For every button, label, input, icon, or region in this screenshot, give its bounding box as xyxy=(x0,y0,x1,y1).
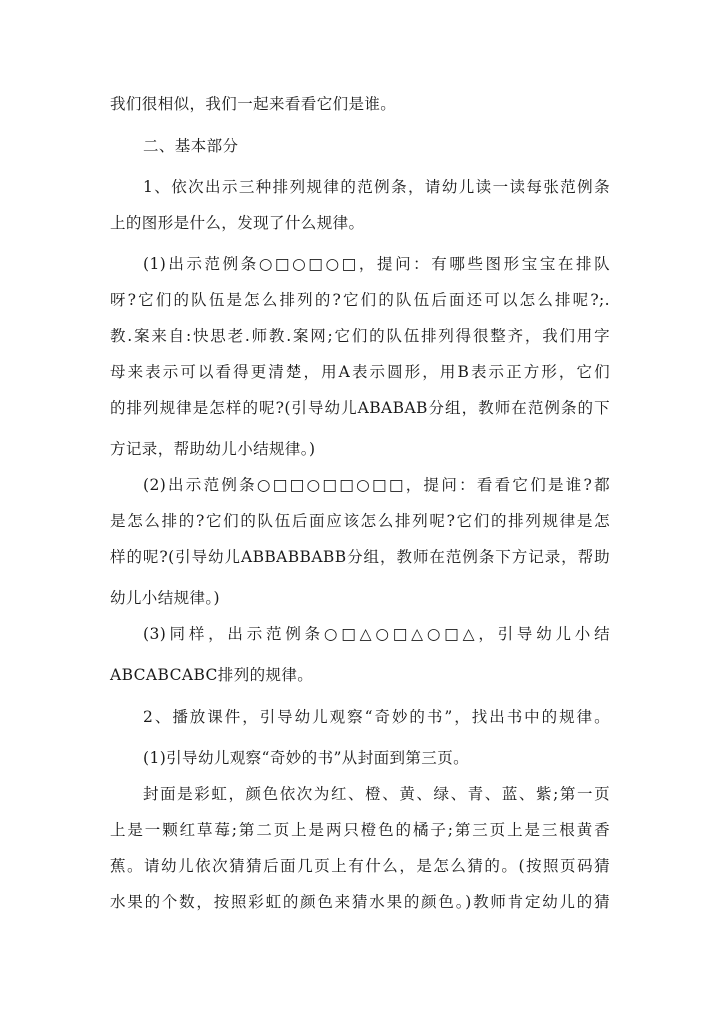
paragraph-line: 教.案来自:快思老.师教.案网;它们的队伍排列得很整齐，我们用字 xyxy=(110,327,610,345)
paragraph-line: 母来表示可以看得更清楚，用A表示圆形，用B表示正方形，它们 xyxy=(110,363,610,381)
paragraph-line: 水果的个数，按照彩虹的颜色来猜水果的颜色。)教师肯定幼儿的猜 xyxy=(110,893,610,911)
paragraph-line: 上的图形是什么，发现了什么规律。 xyxy=(110,214,365,232)
paragraph-line: 1、依次出示三种排列规律的范例条，请幼儿读一读每张范例条 xyxy=(143,178,610,196)
paragraph-line: 封面是彩虹，颜色依次为红、橙、黄、绿、青、蓝、紫;第一页 xyxy=(143,785,610,803)
paragraph-line: (1)出示范例条○□○□○□，提问：有哪些图形宝宝在排队 xyxy=(143,255,610,273)
paragraph-line: ABCABCABC排列的规律。 xyxy=(110,666,314,684)
paragraph-line: (2)出示范例条○□□○□□○□□，提问：看看它们是谁?都 xyxy=(143,476,610,494)
paragraph-line: 我们很相似，我们一起来看看它们是谁。 xyxy=(110,95,397,113)
paragraph-line: 呀?它们的队伍是怎么排列的?它们的队伍后面还可以怎么排呢?;. xyxy=(110,291,610,309)
paragraph-line: 样的呢?(引导幼儿ABBABBABB分组，教师在范例条下方记录，帮助 xyxy=(110,548,610,566)
paragraph-line: 蕉。请幼儿依次猜猜后面几页上有什么，是怎么猜的。(按照页码猜 xyxy=(110,857,610,875)
paragraph-line: (3)同样，出示范例条○□△○□△○□△，引导幼儿小结 xyxy=(143,625,610,643)
paragraph-line: 2、播放课件，引导幼儿观察“奇妙的书”，找出书中的规律。 xyxy=(143,708,610,726)
paragraph-line: 幼儿小结规律。) xyxy=(110,589,220,607)
section-heading: 二、基本部分 xyxy=(143,137,239,155)
paragraph-line: 的排列规律是怎样的呢?(引导幼儿ABABAB分组，教师在范例条的下 xyxy=(110,399,610,417)
paragraph-line: 方记录，帮助幼儿小结规律。) xyxy=(110,440,316,458)
paragraph-line: (1)引导幼儿观察“奇妙的书”从封面到第三页。 xyxy=(143,749,470,767)
paragraph-line: 上是一颗红草莓;第二页上是两只橙色的橘子;第三页上是三根黄香 xyxy=(110,821,610,839)
paragraph-line: 是怎么排的?它们的队伍后面应该怎么排列呢?它们的排列规律是怎 xyxy=(110,512,610,530)
